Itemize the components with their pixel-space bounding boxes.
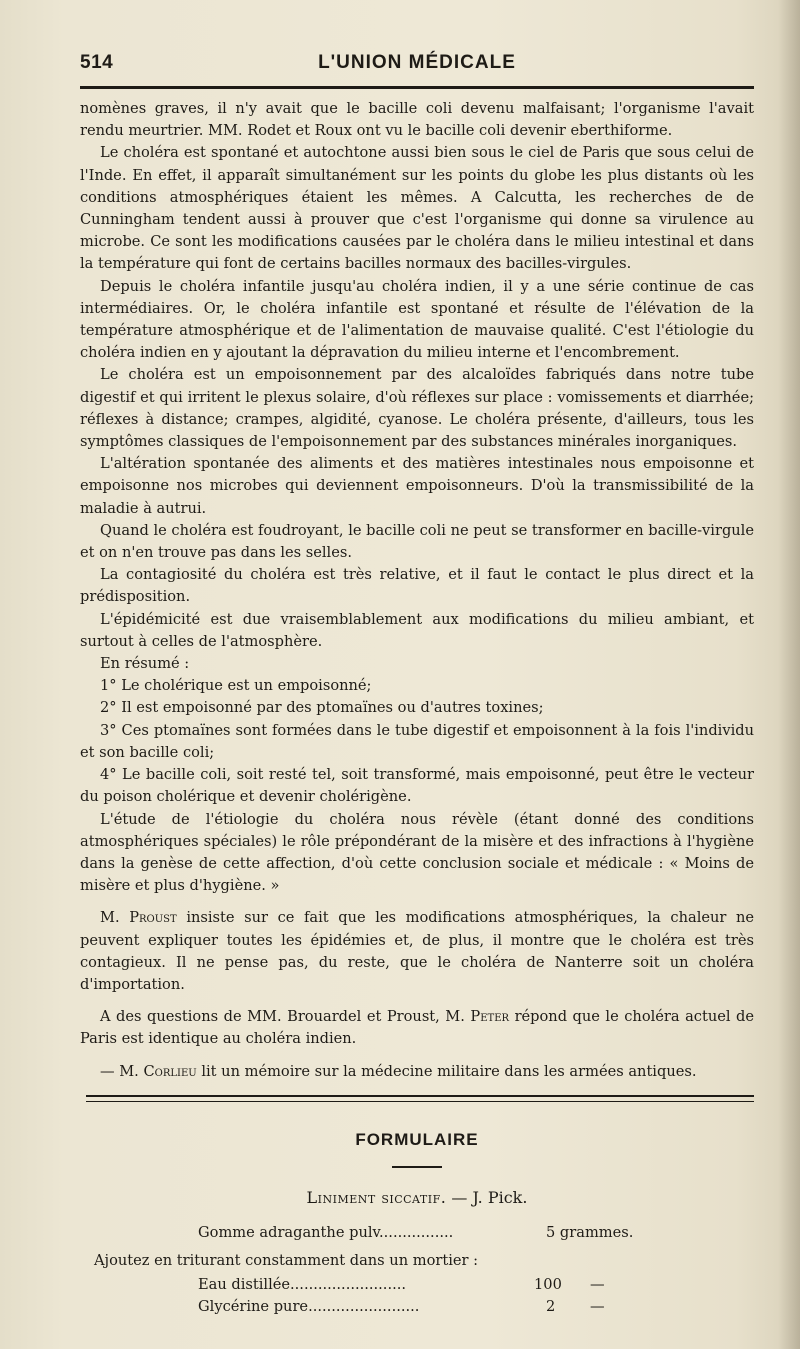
list-item: 1° Le cholérique est un empoisonné; (100, 677, 372, 695)
recipe-line (198, 1276, 406, 1293)
article-body (80, 98, 754, 1083)
header-rule (80, 86, 754, 89)
paragraph-proust (80, 907, 754, 996)
paragraph-peter (80, 1006, 754, 1050)
paragraph-corlieu (80, 1061, 754, 1083)
ingredient-quantity: 100 (534, 1276, 562, 1293)
paragraph: nomènes graves, il n'y avait que le bacille coli devenu malfaisant; l'organisme l'avait rendu meurtrier. MM. Rodet et Roux ont vu le bacille coli devenir eberthiforme. (80, 100, 754, 140)
paragraph-text: — M. (100, 1062, 139, 1080)
list-item: 4° Le bacille coli, soit resté tel, soit transformé, mais empoisonné, peut être le vecteur du poison cholérique et devenir cholérigène. (80, 766, 754, 806)
paragraph: L'altération spontanée des aliments et des matières intestinales nous empoisonne et empoisonne nos microbes qui deviennent empoisonneurs. D'où la transmissibilité de la maladie à autrui. (80, 455, 754, 517)
ingredient-unit: — (590, 1276, 605, 1293)
section-title: FORMULAIRE (355, 1130, 479, 1149)
paragraph: Depuis le choléra infantile jusqu'au choléra indien, il y a une série continue de cas intermédiaires. Or, le choléra infantile est spontané et résulte de l'élévation de la température atmosphérique et de l'alimentation de mauvaise qualité. C'est l'étiologie du choléra indien en y ajoutant la dépravation du milieu interne et l'encombrement. (80, 277, 754, 362)
recipe-line (198, 1224, 453, 1241)
list-item: 3° Ces ptomaïnes sont formées dans le tube digestif et empoisonnent à la fois l'individu et son bacille coli; (80, 721, 754, 761)
paragraph: En résumé : (100, 655, 190, 673)
speaker-name: Proust (129, 909, 177, 927)
section-divider (86, 1095, 754, 1102)
paragraph-text: insiste sur ce fait que les modifications atmosphériques, la chaleur ne peuvent expliquer toutes les épidémies et, de plus, il montre que le choléra est très contagieux. Il ne pense pas, du reste, que le choléra de Nanterre soit un choléra d'importation. (80, 909, 755, 993)
ingredient-quantity: 5 grammes. (546, 1224, 634, 1241)
page-number: 514 (80, 52, 114, 73)
page-header (80, 52, 754, 82)
recipe-line (198, 1298, 419, 1315)
leader-dots: ......................... (290, 1276, 407, 1293)
paragraph: La contagiosité du choléra est très relative, et il faut le contact le plus direct et la prédisposition. (80, 566, 754, 606)
paragraph-text: répond que le choléra actuel de Paris est identique au choléra indien. (80, 1008, 755, 1048)
ingredient-name: Eau distillée (198, 1276, 291, 1293)
formula-name: Liniment siccatif. (306, 1188, 447, 1207)
ingredient-name: Gomme adraganthe pulv (198, 1224, 380, 1241)
paragraph-text: lit un mémoire sur la médecine militaire dans les armées antiques. (201, 1062, 697, 1080)
leader-dots: ........................ (308, 1298, 420, 1315)
formula-author: — J. Pick. (451, 1188, 528, 1207)
prefix: M. (100, 909, 120, 927)
recipe-instruction: Ajoutez en triturant constamment dans un mortier : (94, 1252, 479, 1269)
paragraph-text: A des questions de MM. Brouardel et Proust, M. (100, 1008, 465, 1026)
speaker-name: Corlieu (143, 1062, 197, 1080)
ingredient-quantity: 2 (546, 1298, 556, 1315)
paragraph: L'étude de l'étiologie du choléra nous révèle (étant donné des conditions atmosphériques spéciales) le rôle prépondérant de la misère et des infractions à l'hygiène dans la genèse de cette affection, d'où cette conclusion sociale et médicale : « Moins de misère et plus d'hygiène. » (80, 810, 754, 895)
leader-dots: ................ (379, 1224, 454, 1241)
list-item: 2° Il est empoisonné par des ptomaïnes ou d'autres toxines; (100, 699, 544, 717)
paragraph: Le choléra est spontané et autochtone aussi bien sous le ciel de Paris que sous celui de l'Inde. En effet, il apparaît simultanément sur les points du globe les plus distants où les conditions atmosphériques étaient les mêmes. A Calcutta, les recherches de de Cunningham tendent aussi à prouver que c'est l'organisme qui donne sa virulence au microbe. Ce sont les modifications causées par le choléra dans le milieu intestinal et dans la température qui font de certains bacilles normaux des bacilles-virgules. (80, 144, 754, 273)
paragraph: L'épidémicité est due vraisemblablement aux modifications du milieu ambiant, et surtout à celles de l'atmosphère. (80, 610, 754, 650)
title-underline (392, 1166, 442, 1168)
running-title: L'UNION MÉDICALE (318, 52, 516, 73)
page-spine-shadow (778, 0, 800, 1349)
speaker-name: Peter (470, 1008, 510, 1026)
ingredient-unit: — (590, 1298, 605, 1315)
formula-title (80, 1188, 754, 1207)
paragraph: Quand le choléra est foudroyant, le bacille coli ne peut se transformer en bacille-virgule et on n'en trouve pas dans les selles. (80, 521, 754, 562)
recipe (80, 1224, 754, 1344)
ingredient-name: Glycérine pure (198, 1298, 309, 1315)
paragraph: Le choléra est un empoisonnement par des alcaloïdes fabriqués dans notre tube digestif et qui irritent le plexus solaire, d'où réflexes sur place : vomissements et diarrhée; réflexes à distance; crampes, algidité, cyanose. Le choléra présente, d'ailleurs, tous les symptômes classiques de l'empoisonnement par des substances minérales inorganiques. (80, 366, 754, 451)
